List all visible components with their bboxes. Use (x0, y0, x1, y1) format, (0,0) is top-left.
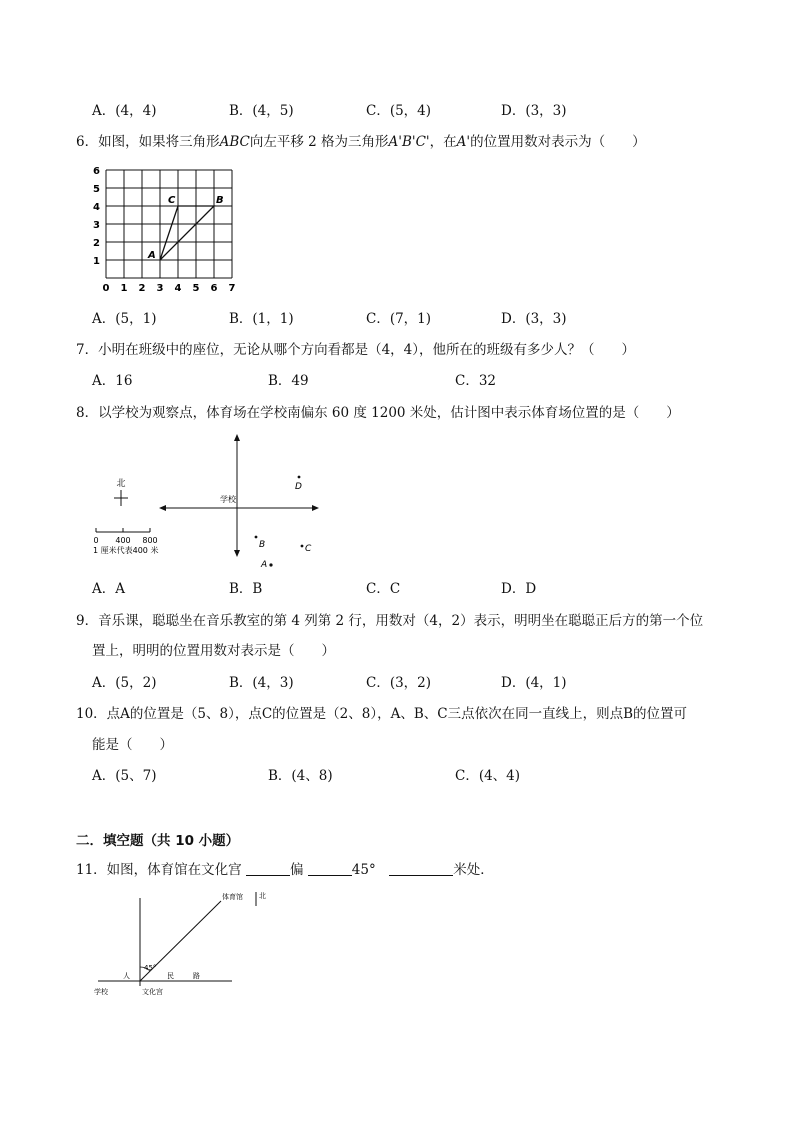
arrow-left-icon (159, 505, 166, 511)
point-b-label: B (259, 540, 266, 550)
q6-abc-prime: A'B'C' (388, 134, 430, 150)
blank-2[interactable] (308, 861, 352, 876)
x-tick-label: 5 (192, 283, 200, 294)
y-tick-label: 4 (93, 202, 100, 213)
q9-stem-line2: 置上，明明的位置用数对表示是（ ） (92, 643, 335, 659)
question-number: 6． (76, 134, 99, 150)
point-c-label: C (305, 544, 312, 554)
school-label: 学校 (220, 495, 236, 504)
x-tick-label: 0 (102, 283, 110, 294)
option-b: B．49 (268, 373, 309, 389)
q6-stem (76, 133, 646, 151)
scale-tick-label: 800 (142, 536, 158, 545)
point-c (301, 545, 304, 548)
north-label: 北 (116, 479, 126, 489)
option-d: D．(3，3) (501, 311, 567, 327)
option-d: D．(3，3) (501, 103, 567, 119)
q11-figure (88, 888, 278, 1008)
point-a-label: A (261, 560, 268, 570)
option-c: C．(7，1) (366, 311, 432, 327)
q11-text-2: 偏 (289, 862, 308, 878)
point-d-label: D (295, 482, 302, 492)
option-a: A．(4，4) (92, 103, 157, 119)
option-c: C．(3，2) (366, 675, 432, 691)
road-label-3: 路 (193, 972, 200, 980)
grid-lines (106, 170, 232, 278)
scale-text: 1 厘米代表400 米 (93, 546, 159, 555)
point-d (298, 476, 301, 479)
road-label-1: 人 (123, 972, 130, 980)
option-a: A．16 (92, 373, 133, 389)
option-b: B．(1，1) (229, 311, 294, 327)
y-tick-label: 3 (93, 220, 100, 231)
option-a: A．A (92, 581, 125, 597)
q8-stem: 8．以学校为观察点，体育场在学校南偏东 60 度 1200 米处，估计图中表示体育场位置的是（ ） (76, 405, 680, 421)
q9-stem-line1: 9．音乐课，聪聪坐在音乐教室的第 4 列第 2 行，用数对（4，2）表示，明明坐在聪聪正后方的第一个位 (76, 613, 704, 629)
q6-text-d: 的位置用数对表示为（ ） (470, 134, 646, 150)
y-tick-label: 2 (93, 238, 100, 249)
q8-map-figure (88, 430, 328, 578)
q6-text-c: ，在 (429, 134, 457, 150)
q11-text-4: 米处． (453, 862, 494, 878)
q11-stem (76, 861, 494, 879)
blank-3[interactable] (389, 861, 453, 876)
vertex-labels (147, 195, 224, 261)
q11-text-3: 45° (351, 862, 390, 878)
option-b: B．(4、8) (268, 768, 333, 784)
blank-1[interactable] (246, 861, 290, 876)
q6-grid-figure (88, 164, 248, 296)
option-a: A．(5，1) (92, 311, 157, 327)
q6-text-b: 向左平移 2 格为三角形 (249, 134, 389, 150)
arrow-down-icon (234, 550, 240, 557)
angle-label: 45° (144, 964, 157, 972)
q10-stem-line1: 10．点A的位置是（5、8），点C的位置是（2、8），A、B、C三点依次在同一直线上，则点B的位置可 (76, 706, 688, 722)
vertex-label-c: C (168, 195, 176, 206)
x-tick-label: 1 (120, 283, 128, 294)
culture-palace-label: 文化宫 (142, 988, 163, 996)
x-tick-label: 2 (138, 283, 146, 294)
x-tick-label: 3 (156, 283, 164, 294)
option-c: C．(4、4) (455, 768, 521, 784)
option-b: B．(4，5) (229, 103, 294, 119)
north-label: 北 (259, 892, 266, 900)
arrow-up-icon (234, 434, 240, 441)
option-c: C．32 (455, 373, 497, 389)
q7-stem: 7．小明在班级中的座位，无论从哪个方向看都是（4，4），他所在的班级有多少人？（ ） (76, 342, 636, 358)
arrow-right-icon (312, 505, 319, 511)
option-b: B．B (229, 581, 263, 597)
gym-label: 体育馆 (222, 893, 243, 901)
option-d: D．(4，1) (501, 675, 567, 691)
x-tick-label: 4 (174, 283, 182, 294)
scale-tick-label: 0 (93, 536, 99, 545)
q6-text-a: 如图，如果将三角形 (98, 134, 220, 150)
scale-tick-label: 400 (115, 536, 131, 545)
option-c: C．(5，4) (366, 103, 432, 119)
y-tick-label: 6 (93, 166, 100, 177)
triangle-abc (160, 206, 214, 260)
y-tick-label: 5 (93, 184, 100, 195)
option-a: A．(5、7) (92, 768, 157, 784)
road-label-2: 民 (167, 972, 174, 980)
vertex-label-b: B (216, 195, 224, 206)
point-b (255, 536, 258, 539)
q11-text-1: 11．如图，体育馆在文化宫 (76, 862, 246, 878)
option-c: C．C (366, 581, 401, 597)
point-a (269, 563, 272, 566)
y-tick-label: 1 (93, 256, 100, 267)
school-label: 学校 (94, 988, 108, 996)
x-tick-label: 7 (228, 283, 236, 294)
x-tick-label: 6 (210, 283, 218, 294)
option-d: D．D (501, 581, 537, 597)
option-a: A．(5，2) (92, 675, 157, 691)
vertex-label-a: A (148, 250, 156, 261)
q10-stem-line2: 能是（ ） (92, 737, 173, 753)
q6-abc: ABC (219, 134, 250, 150)
section-title: 二．填空题（共 10 小题） (76, 833, 240, 849)
q6-a-prime: A' (456, 134, 471, 150)
option-b: B．(4，3) (229, 675, 294, 691)
